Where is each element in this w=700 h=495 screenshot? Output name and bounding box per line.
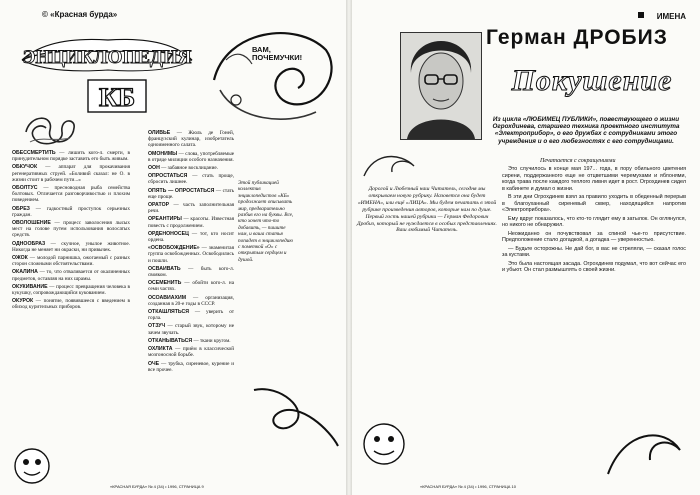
kb-logo: [86, 78, 148, 114]
story-paragraph: Это случилось в конце мая 197... года, в пору обильного цветения сирени, поддержанного еще не отцветшими черемухами и яблонями, когда трава после каждого теплого ливня идет в рост. Огрохдинев сидел в кабинете и думал о жизни.: [502, 166, 686, 192]
entry-27: ОЧЕ — трубка, сиреневое, курение и все прочее.: [148, 360, 235, 373]
rubric-marker: [638, 12, 644, 18]
entry-13: ООН — забавное восклицание.: [148, 165, 218, 172]
entry-3: ОБОЛТУС — пресноводная рыба семейства болтовых. Отличается разговорчивостью и плохим поведением.: [12, 185, 130, 204]
entry-26: ОХЛИКТА — приём в классической мозгоносной борьбе.: [148, 346, 234, 359]
story-body: [502, 166, 686, 276]
mascot-sticker: [12, 446, 52, 486]
left-page: [0, 0, 346, 495]
ornament-corner: [604, 420, 684, 478]
entry-9: ОКУКИВАНИЕ — процесс превращения человека в кукушку, сопровождающийся кукованием.: [12, 283, 131, 297]
entry-12: ОМОНИМЫ — слова, употребляемые в отряде милиции особого назначения.: [148, 150, 234, 163]
story-paragraph: Неожиданно он почувствовал за спиной чье-то присутствие. Предположение стало догадкой, а догадка — уверенностью.: [502, 230, 686, 243]
entry-10: ОКУРОК — понятие, появившееся с введением в обиход курительных приборов.: [12, 298, 131, 311]
entry-25: ОТКАНЫВАТЬСЯ — ткани кругом.: [148, 337, 231, 344]
entry-19: «ОСВОБОЖДЕНИЕ» — знаменитая группа освобожденных. Освободились и пошли.: [148, 245, 234, 264]
entry-24: ОТЗУЧ — старый звук, которому не зачем звучать.: [148, 323, 235, 336]
author-name: Герман ДРОБИЗ: [486, 26, 668, 49]
entry-16: ОРАТОР — часть заполнительная речи.: [148, 202, 235, 215]
copyright-label: © «Красная бурда»: [42, 10, 118, 19]
entry-4: ОБРЕЗ — гадкостный проступок серьезных граждан.: [12, 205, 130, 218]
dictionary-column-2: [148, 130, 234, 375]
entry-11: ОЛИВЬЕ — Жюль де Гоней, французский кулинар, изобретатель одноименного салата.: [148, 130, 235, 149]
entry-5: ОВОЛОШЕНИЕ — процесс заволосения лысых мест на голове путем использования волосатых средств.: [12, 220, 131, 239]
entry-18: ОРДЕНОНОСЕЦ — тот, кто носит ордена.: [148, 230, 234, 244]
left-page-footer: «КРАСНАЯ БУРДА» № 4 (34) • 1996, СТРАНИЦА 9: [110, 484, 204, 489]
entry-14: ОПРОСТАТЬСЯ — стать проще, сбросить лишнее.: [148, 173, 234, 186]
entry-2: ОБКУЧОК — аппарат для прокачивания регенеративных струей. «Боливий сказал: не О. в жизни стоит в рабочем пути...»: [12, 164, 130, 183]
ornament-flourish: [250, 380, 342, 450]
author-photo: [400, 32, 482, 140]
entry-8: ОКАЛИНА — то, что отваливается от окалиненных предметов, оставляя на них шрамы.: [12, 269, 130, 282]
entry-17: ОРЕАНТИРЫ — красоты. Известная повесть с продолжением.: [148, 216, 234, 229]
banner-title: ЭНЦИКЛОПЕДИЯ: [22, 47, 192, 68]
entry-22: ОСОАВИАХИМ — организация, созданная в 20-е годы в СССР.: [148, 294, 234, 307]
story-paragraph: Это была настоящая засада. Огрохдинев подумал, что вот сейчас его и убьют. Он стал размышлять о своей жизни.: [502, 260, 686, 273]
box-caption: ВАМ, ПОЧЕМУЧКИ!: [252, 45, 303, 62]
ornament-swirl: [206, 20, 340, 128]
entry-23: ОТКАШЛЯТЬСЯ — уверить от горла.: [148, 309, 234, 322]
ornament-letter-scroll: [360, 146, 420, 186]
kb-letters: КБ: [98, 83, 136, 112]
abridged-note: Печатается с сокращениями: [540, 158, 616, 164]
story-lead: Из цикла «ЛЮБИМЕЦ ПУБЛИКИ», повествующего о жизни Огрохдинева, старшего техника проектного института «Электроприбор», о его дружбах с сотрудниками этого учреждения и о его любезностях с его сотрудницами.: [492, 116, 680, 145]
dictionary-column-1: [12, 150, 130, 313]
rubric-label: ИМЕНА: [656, 12, 686, 21]
entry-15: ОПЯТЬ — ОПРОСТАТЬСЯ — стать еще проще.: [148, 187, 234, 200]
story-paragraph: — Будьте осторожны. Не дай бог, в вас не стреляли, — сказал голос за кустами.: [502, 245, 686, 258]
entry-20: ОСВАИВАТЬ — быть кого-л. свояком.: [148, 265, 235, 279]
entry-6: ОДНООБРАЗ — скучное, унылое животное. Никогда не меняет ни окраски, ни привычек.: [12, 240, 130, 253]
entry-1: ОБЕССМЕРТИТЬ — лишить кого-л. смерти, в принудительном порядке заставить его быть живым.: [12, 150, 131, 163]
mascot-sticker-right: [360, 420, 408, 468]
right-page-footer: «КРАСНАЯ БУРДА» № 4 (34) • 1996, СТРАНИЦА 10: [420, 484, 516, 489]
story-paragraph: В эти дни Огрохдинев взял за правило уходить в обеденный перерыв в благоуханный сиреневый сквер, находящийся напротив «Электроприбора».: [502, 194, 686, 213]
story-paragraph: Ему вдруг показалось, что кто-то глядит ему в затылок. Он оглянулся, но никого не обнаружил.: [502, 215, 686, 228]
editor-note: Этой публикацией коллектив энциклопедистов «КБ» продолжает описывать мир, предварительно разбив его на буквы. Все, кто хочет что-то добавить, — пишите нам, и ваша статья попадет в энциклопедию с пометкой «О» с открытым сердцем и душой.: [238, 180, 294, 263]
entry-7: ОЖОК — молодой парнишка, ожогаемый с разных сторон сложными обстоятельствами.: [12, 255, 130, 268]
story-headline: Покушение: [511, 64, 673, 97]
encyclopedia-banner: [18, 30, 196, 82]
entry-21: ОСЕМЕНИТЬ — обойти кого-л. на семи частях.: [148, 280, 234, 293]
ornament-knot: [20, 112, 80, 150]
editor-letter: Дорогой и Любезный наш Читатель, сегодня мы открываем новую рубрику. Назовется она будет «ИМЕНА», или ещё «ЛИЦА». Мы будем печатать в этой рубрике произведения авторов, которые нам по душе. Первый гость нашей рубрики — Герман Федорович Дробиз, который не нуждается в особых представлениях. Ваш любимый Читатель.: [357, 186, 497, 234]
